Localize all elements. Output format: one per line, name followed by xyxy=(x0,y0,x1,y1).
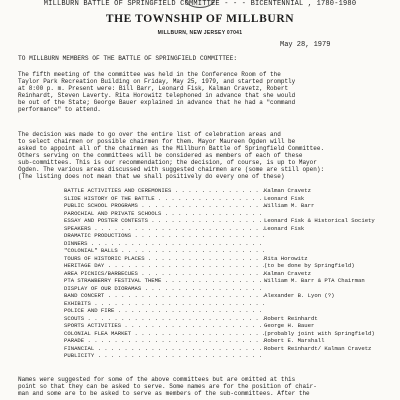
activity-chairman: Kalman Cravetz xyxy=(264,187,311,194)
activity-row xyxy=(0,307,400,315)
activity-name: SPEAKERS . . . xyxy=(64,225,264,233)
activity-row xyxy=(0,322,400,330)
activity-name: DRAMATIC PRODUCTIONS . . . xyxy=(64,232,264,240)
activity-name: PARADE . . . xyxy=(64,337,264,345)
activity-name: SLIDE HISTORY OF THE BATTLE . . . xyxy=(64,195,264,203)
salutation: TO MILLBURN MEMBERS OF THE BATTLE OF SPRINGFIELD COMMITTEE: xyxy=(18,55,238,62)
letterhead-banner: MILLBURN BATTLE OF SPRINGFIELD COMMITTEE - - - BICENTENNIAL , 1780-1980 xyxy=(43,0,357,8)
activity-chairman: William M. Barr & PTA Chairman xyxy=(264,277,365,284)
activity-name: PTA STRAWBERRY FESTIVAL THEME . . . xyxy=(64,277,264,285)
activity-name: DISPLAY OF OUR DIORAMAS . . . xyxy=(64,285,264,293)
activity-row xyxy=(0,352,400,360)
activity-name: FINANCIAL . . . xyxy=(64,345,264,353)
activity-name: AREA PICNICS/BARBECUES . . . xyxy=(64,270,264,278)
activity-chairman: Robert Reinhardt xyxy=(264,314,318,322)
activity-row xyxy=(0,210,400,218)
activity-row xyxy=(0,285,400,293)
activity-row xyxy=(0,225,400,233)
activity-name: PAROCHIAL AND PRIVATE SCHOOLS . . . xyxy=(64,210,264,218)
activity-row xyxy=(0,232,400,240)
activity-chairman: Leonard Fisk xyxy=(264,224,305,232)
paragraph-line: Ogden. The various areas discussed with suggested chairmen are (some are still open): xyxy=(18,166,325,173)
activity-chairman: (probably joint with Springfield) xyxy=(264,329,375,337)
activity-name: PUBLICITY . . . xyxy=(64,352,264,360)
activity-row xyxy=(0,337,400,345)
activity-name: TOURS OF HISTORIC PLACES . . . xyxy=(64,255,264,263)
activity-row xyxy=(0,195,400,203)
paragraph-line: (The listing does not mean that we shall positively do every one of these) xyxy=(18,173,285,180)
activity-chairman: Leonard Fisk & Historical Society xyxy=(264,217,375,224)
activity-chairman: (to be done by Springfield) xyxy=(264,262,355,269)
activity-chairman: Alexander B. Lyon (?) xyxy=(264,292,335,299)
activity-name: "COLONIAL" BALLS . . . xyxy=(64,247,264,255)
activity-chairman: William M. Barr xyxy=(264,202,315,209)
activity-name: BAND CONCERT . . . xyxy=(64,292,264,300)
activity-row xyxy=(0,270,400,278)
activity-name: EXHIBITS . . . xyxy=(64,300,264,308)
township-title: THE TOWNSHIP OF MILLBURN xyxy=(105,13,295,25)
activity-row xyxy=(0,277,400,285)
paragraph-line: Names were suggested for some of the above committees but are omitted at this xyxy=(18,376,296,383)
paragraph-line: be out of the State; George Bauer explained in advance that he had a "command xyxy=(18,99,296,106)
activity-row xyxy=(0,202,400,210)
activity-row xyxy=(0,262,400,270)
activity-list xyxy=(0,187,400,360)
activity-row xyxy=(0,255,400,263)
paragraph-line: The decision was made to go over the entire list of celebration areas and xyxy=(18,131,281,138)
paragraph-line: man and some are to be asked to serve as members of the sub-committees. After the xyxy=(18,390,310,397)
activity-row xyxy=(0,345,400,353)
activity-row xyxy=(0,217,400,225)
activity-chairman: Robert E. Marshall xyxy=(264,337,325,344)
activity-row xyxy=(0,315,400,323)
paragraph-line: performance" to attend. xyxy=(18,106,101,113)
activity-row xyxy=(0,187,400,195)
township-address: MILLBURN, NEW JERSEY 07041 xyxy=(157,30,243,36)
paragraph-line: Reinhardt, Steven Laverty. Rita Horowitz telephoned in advance that she would xyxy=(18,92,296,99)
activity-chairman: Rita Horowitz xyxy=(264,254,308,262)
activity-chairman: Robert Reinhardt/ Kalman Cravetz xyxy=(264,344,372,352)
activity-name: HERITAGE DAY . . . xyxy=(64,262,264,270)
activity-chairman: Leonard Fisk xyxy=(264,194,305,202)
paragraph-meeting xyxy=(18,71,388,113)
paragraph-line: sub-committees. This is our recommendation; the decision, of course, is up to Mayor xyxy=(18,159,317,166)
activity-row xyxy=(0,300,400,308)
letter-date: May 28, 1979 xyxy=(280,41,331,49)
paragraph-line: Taylor Park Recreation Building on Friday, May 25, 1979, and started promptly xyxy=(18,78,296,85)
paragraph-line: at 8:00 p. m. Present were: Bill Barr, Leonard Fisk, Kalman Cravetz, Robert xyxy=(18,85,289,92)
paragraph-closing xyxy=(18,376,388,397)
activity-chairman: George H. Bauer xyxy=(264,322,315,329)
activity-name: DINNERS . . . xyxy=(64,240,264,248)
activity-name: SCOUTS . . . xyxy=(64,315,264,323)
paragraph-line: The fifth meeting of the committee was held in the Conference Room of the xyxy=(18,71,281,78)
activity-name: BATTLE ACTIVITIES AND CEREMONIES . . . xyxy=(64,187,264,195)
activity-row xyxy=(0,247,400,255)
activity-row xyxy=(0,330,400,338)
activity-name: PUBLIC SCHOOL PROGRAMS . . . xyxy=(64,202,264,210)
activity-row xyxy=(0,240,400,248)
activity-name: POLICE AND FIRE . . . xyxy=(64,307,264,315)
activity-chairman: Kalman Cravetz xyxy=(264,269,311,277)
activity-row xyxy=(0,292,400,300)
paragraph-line: Others serving on the committees will be considered as members of each of these xyxy=(18,152,303,159)
activity-name: COLONIAL FLEA MARKET . . . xyxy=(64,330,264,338)
paragraph-line: point so that they can be asked to serve. Some names are for the position of chair- xyxy=(18,383,317,390)
paragraph-line: to select chairmen or possible chairmen for them. Mayor Maureen Ogden will be xyxy=(18,138,296,145)
paragraph-line: asked to appoint all of the chairmen as the Millburn Battle of Springfield Committee. xyxy=(18,145,325,152)
paragraph-decision xyxy=(18,131,388,180)
activity-name: ESSAY AND POSTER CONTESTS . . . xyxy=(64,217,264,225)
activity-name: SPORTS ACTIVITIES . . . xyxy=(64,322,264,330)
